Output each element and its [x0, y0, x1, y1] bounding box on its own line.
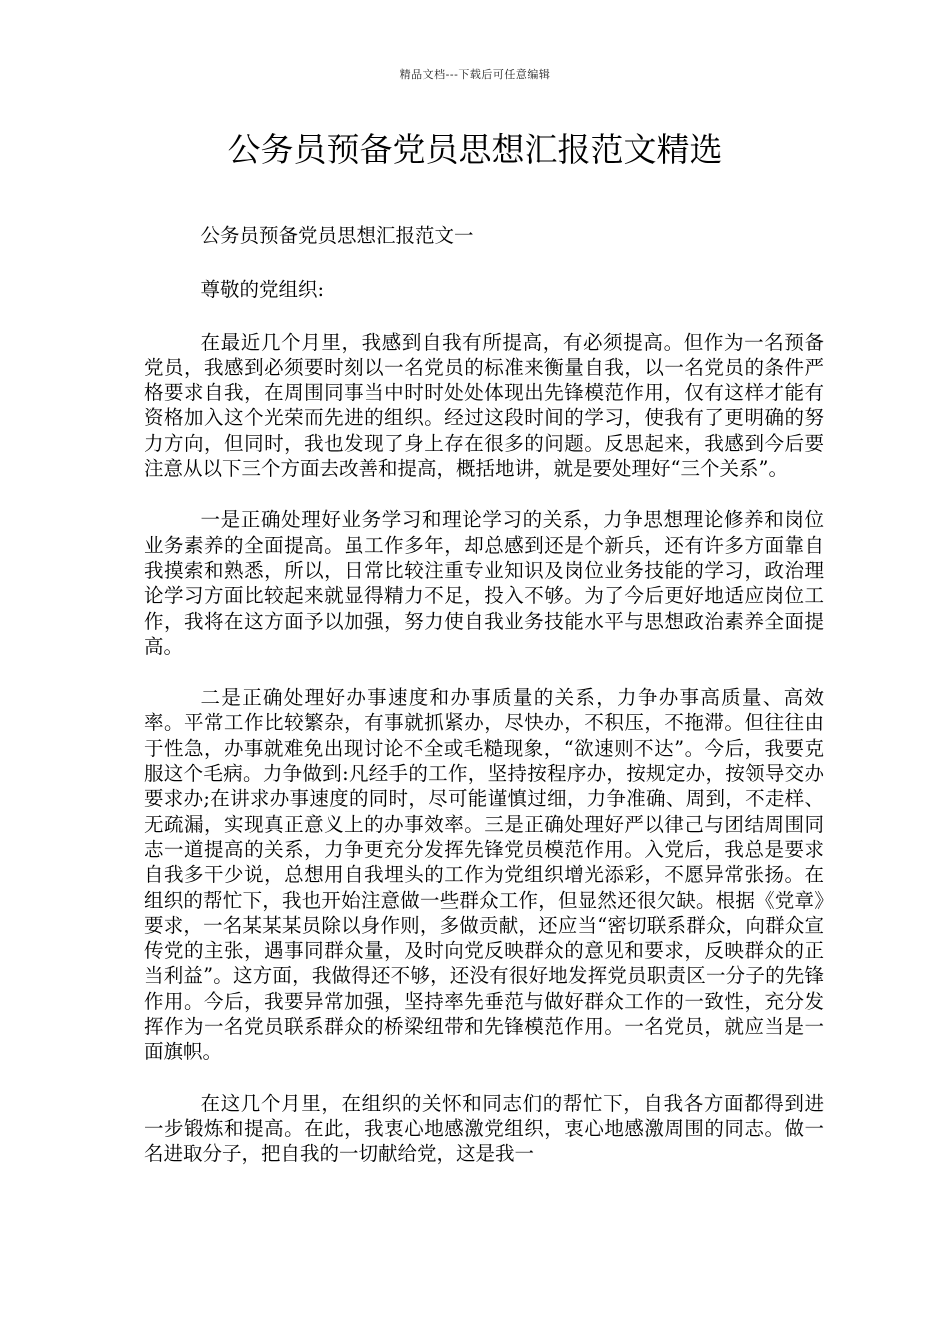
document-body [144, 223, 824, 1193]
salutation: 尊敬的党组织: [200, 278, 325, 302]
paragraph-1: 在最近几个月里，我感到自我有所提高，有必须提高。但作为一名预备党员，我感到必须要时刻以一名党员的标准来衡量自我，以一名党员的条件严格要求自我，在周围同事当中时时处处体现出先锋模范作用，仅有这样才能有资格加入这个光荣而先进的组织。经过这段时间的学习，使我有了更明确的努力方向，但同时，我也发现了身上存在很多的问题。反思起来，我感到今后要注意从以下三个方面去改善和提高，概括地讲，就是要处理好“三个关系”。 [144, 330, 824, 481]
paragraph-4: 在这几个月里，在组织的关怀和同志们的帮忙下，自我各方面都得到进一步锻炼和提高。在此，我衷心地感激党组织，衷心地感激周围的同志。做一名进取分子，把自我的一切献给党，这是我一 [144, 1091, 824, 1166]
paragraph-2: 一是正确处理好业务学习和理论学习的关系，力争思想理论修养和岗位业务素养的全面提高。虽工作多年，却总感到还是个新兵，还有许多方面靠自我摸索和熟悉，所以，日常比较注重专业知识及岗位业务技能的学习，政治理论学习方面比较起来就显得精力不足，投入不够。为了今后更好地适应岗位工作，我将在这方面予以加强，努力使自我业务技能水平与思想政治素养全面提高。 [144, 508, 824, 658]
document-title: 公务员预备党员思想汇报范文精选 [227, 130, 723, 169]
header-note: 精品文档---下载后可任意编辑 [399, 68, 551, 81]
section-subtitle: 公务员预备党员思想汇报范文一 [200, 224, 474, 247]
paragraph-3: 二是正确处理好办事速度和办事质量的关系，力争办事高质量、高效率。平常工作比较繁杂，有事就抓紧办，尽快办，不积压，不拖滞。但往往由于性急，办事就难免出现讨论不全或毛糙现象，“欲速则不达”。今后，我要克服这个毛病。力争做到:凡经手的工作，坚持按程序办，按规定办，按领导交办要求办;在讲求办事速度的同时，尽可能谨慎过细，力争准确、周到，不走样、无疏漏，实现真正意义上的办事效率。三是正确处理好严以律己与团结周围同志一道提高的关系，力争更充分发挥先锋党员模范作用。入党后，我总是要求自我多干少说，总想用自我埋头的工作为党组织增光添彩，不愿异常张扬。在组织的帮忙下，我也开始注意做一些群众工作，但显然还很欠缺。根据《党章》要求，一名某某某员除以身作则，多做贡献，还应当“密切联系群众，向群众宣传党的主张，遇事同群众量，及时向党反映群众的意见和要求，反映群众的正当利益”。这方面，我做得还不够，还没有很好地发挥党员职责区一分子的先锋作用。今后，我要异常加强，坚持率先垂范与做好群众工作的一致性，充分发挥作为一名党员联系群众的桥梁纽带和先锋模范作用。一名党员，就应当是一面旗帜。 [144, 686, 824, 1064]
